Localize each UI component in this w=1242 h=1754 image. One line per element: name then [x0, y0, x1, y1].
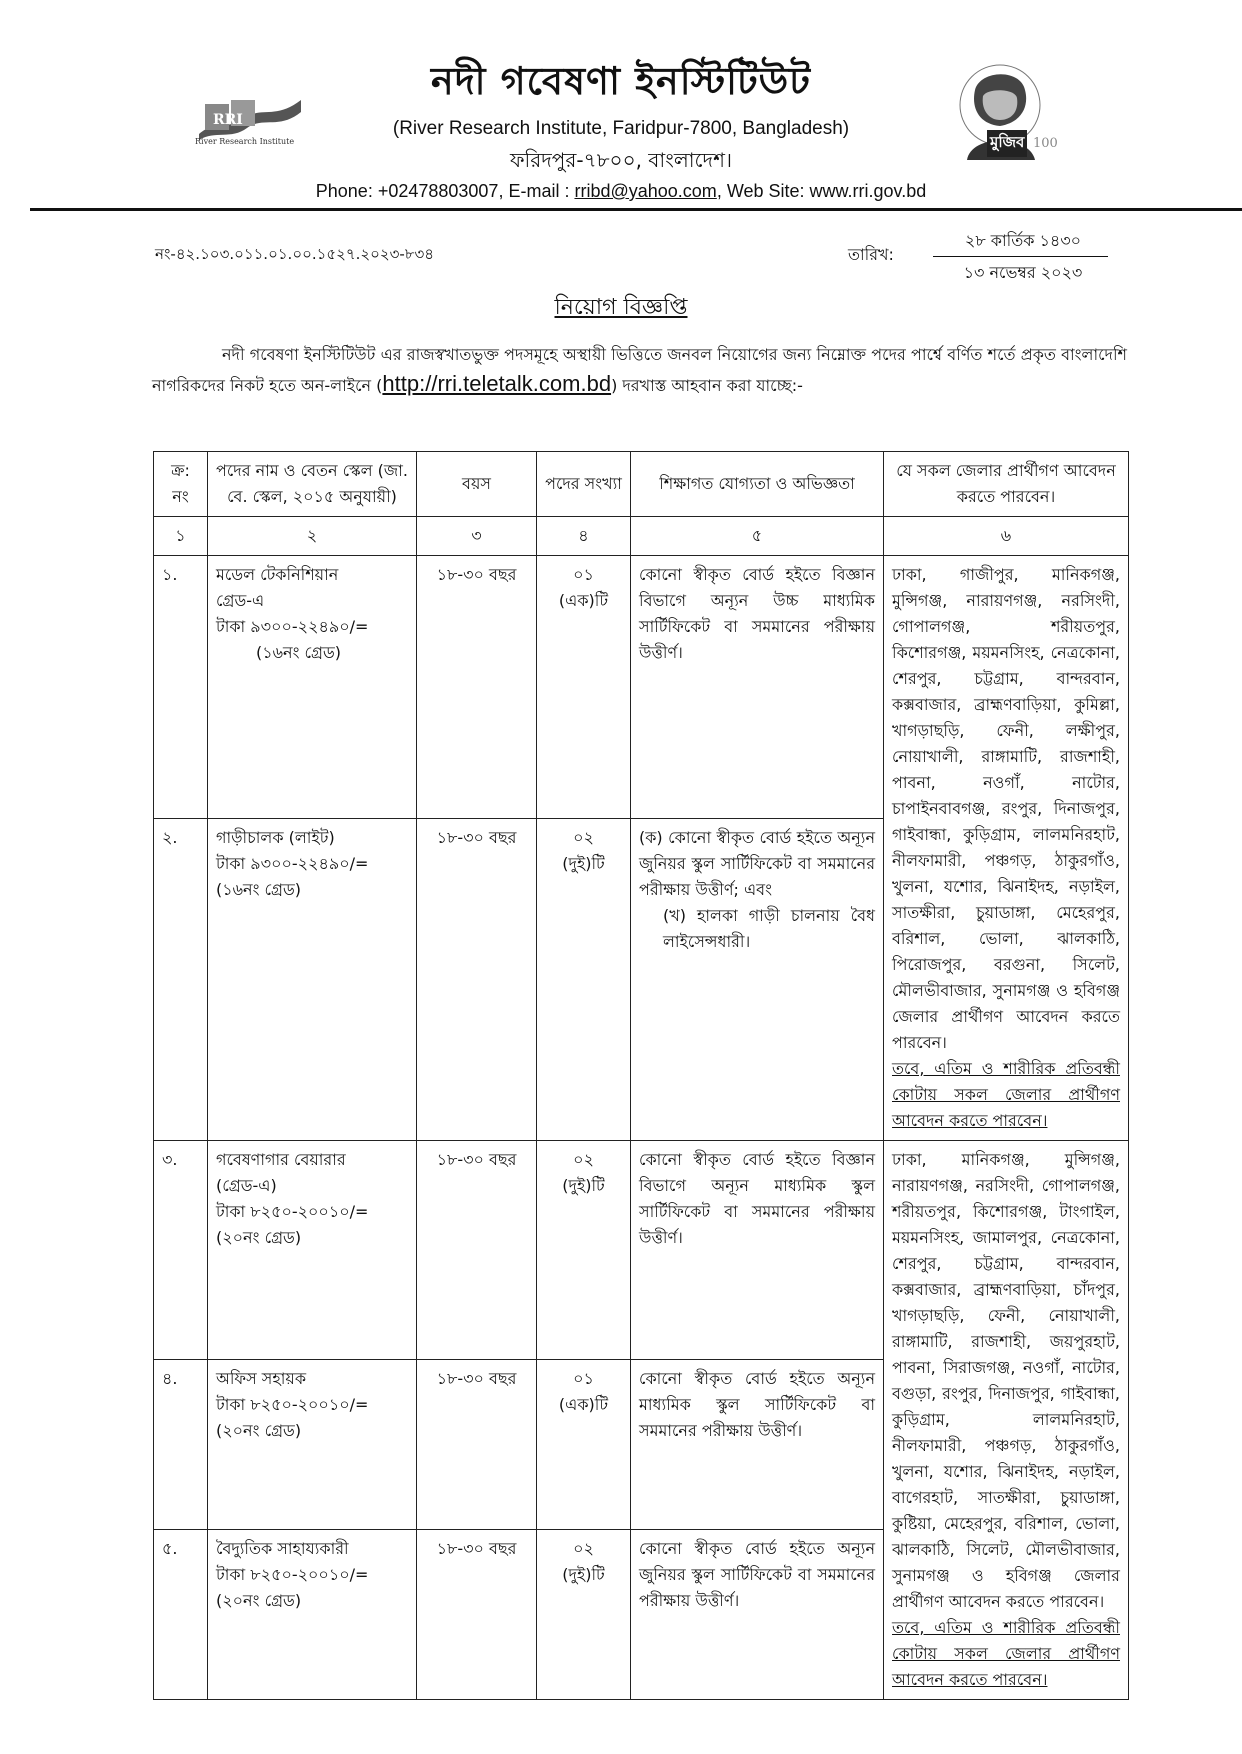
date-divider [933, 256, 1108, 257]
qualification: (ক) কোনো স্বীকৃত বোর্ড হইতে অন্যূন জুনিয়র স্কুল সার্টিফিকেট বা সমমানের পরীক্ষায় উত্তীর্ণ; এবং (খ) হালকা গাড়ী চালনায় বৈধ লাইসেন্সধারী। [631, 819, 884, 1141]
post-cell: গবেষণাগার বেয়ারার (গ্রেড-এ) টাকা ৮২৫০-২০০১০/= (২০নং গ্রেড) [208, 1141, 417, 1360]
serial: ৫. [154, 1529, 208, 1699]
post-count: ০১ (এক)টি [537, 556, 631, 819]
table-row [154, 556, 1129, 819]
header-age: বয়স [417, 452, 537, 517]
qualification: কোনো স্বীকৃত বোর্ড হইতে বিজ্ঞান বিভাগে অন্যূন মাধ্যমিক স্কুল সার্টিফিকেট বা সমমানের পরীক্ষায় উত্তীর্ণ। [631, 1141, 884, 1360]
institute-name-bn: নদী গবেষণা ইনস্টিটিউট [431, 58, 811, 103]
intro-paragraph: নদী গবেষণা ইনস্টিটিউট এর রাজস্বখাতভুক্ত পদসমূহে অস্থায়ী ভিত্তিতে জনবল নিয়োগের জন্য নিম্নোক্ত পদের পার্শ্বে বর্ণিত শর্তে প্রকৃত বাংলাদেশি নাগরিকদের নিকট হতে অন-লাইনে (http://rri.teletalk.com.bd) দরখাস্ত আহবান করা যাচ্ছে:- [152, 345, 1127, 396]
post-count: ০২ (দুই)টি [537, 1141, 631, 1360]
quota-note: তবে, এতিম ও শারীরিক প্রতিবন্ধী কোটায় সকল জেলার প্রার্থীগণ আবেদন করতে পারবেন। [892, 1059, 1120, 1130]
table-header-row [154, 452, 1129, 517]
age: ১৮-৩০ বছর [417, 556, 537, 819]
column-number-row: ১ ২ ৩ ৪ ৫ ৬ [154, 517, 1129, 556]
serial: ৩. [154, 1141, 208, 1360]
post-count: ০১ (এক)টি [537, 1359, 631, 1529]
post-cell: বৈদ্যুতিক সাহায্যকারী টাকা ৮২৫০-২০০১০/= (২০নং গ্রেড) [208, 1529, 417, 1699]
institute-name-en: (River Research Institute, Faridpur-7800, Bangladesh) [392, 118, 850, 139]
post-cell: গাড়ীচালক (লাইট) টাকা ৯৩০০-২২৪৯০/= (১৬নং গ্রেড) [208, 819, 417, 1141]
application-url-link[interactable]: http://rri.teletalk.com.bd [382, 371, 612, 396]
post-cell: মডেল টেকনিশিয়ান গ্রেড-এ টাকা ৯৩০০-২২৪৯০/= (১৬নং গ্রেড) [208, 556, 417, 819]
svg-text:RRI: RRI [213, 112, 243, 128]
date-english: ১৩ নভেম্বর ২০২৩ [963, 263, 1083, 282]
date-label: তারিখ: [848, 245, 894, 264]
eligible-districts: ঢাকা, গাজীপুর, মানিকগঞ্জ, মুন্সিগঞ্জ, নারায়ণগঞ্জ, নরসিংদী, গোপালগঞ্জ, শরীয়তপুর, কিশোরগঞ্জ, ময়মনসিংহ, নেত্রকোনা, শেরপুর, চট্টগ্রাম, বান্দরবান, কক্সবাজার, ব্রাহ্মণবাড়িয়া, কুমিল্লা, খাগড়াছড়ি, ফেনী, লক্ষীপুর, নোয়াখালী, রাঙ্গামাটি, রাজশাহী, পাবনা, নওগাঁ, নাটোর, চাপাইনবাবগঞ্জ, রংপুর, দিনাজপুর, গাইবান্ধা, কুড়িগ্রাম, লালমনিরহাট, নীলফামারী, পঞ্চগড়, ঠাকুরগাঁও, খুলনা, যশোর, ঝিনাইদহ, নড়াইল, সাতক্ষীরা, চুয়াডাঙ্গা, মেহেরপুর, বরিশাল, ভোলা, ঝালকাঠি, পিরোজপুর, বরগুনা, সিলেট, মৌলভীবাজার, সুনামগঞ্জ ও হবিগঞ্জ জেলার প্রার্থীগণ আবেদন করতে পারবেন। তবে, এতিম ও শারীরিক প্রতিবন্ধী কোটায় সকল জেলার প্রার্থীগণ আবেদন করতে পারবেন। [884, 556, 1129, 1141]
qualification: কোনো স্বীকৃত বোর্ড হইতে অন্যূন জুনিয়র স্কুল সার্টিফিকেট বা সমমানের পরীক্ষায় উত্তীর্ণ। [631, 1529, 884, 1699]
letterhead [0, 0, 1242, 210]
serial: ২. [154, 819, 208, 1141]
header-education: শিক্ষাগত যোগ্যতা ও অভিজ্ঞতা [631, 452, 884, 517]
post-count: ০২ (দুই)টি [537, 1529, 631, 1699]
header-divider [30, 208, 1242, 211]
eligible-districts: ঢাকা, মানিকগঞ্জ, মুন্সিগঞ্জ, নারায়ণগঞ্জ, নরসিংদী, গোপালগঞ্জ, শরীয়তপুর, কিশোরগঞ্জ, টাংগাইল, ময়মনসিংহ, জামালপুর, নেত্রকোনা, শেরপুর, চট্টগ্রাম, বান্দরবান, কক্সবাজার, ব্রাহ্মণবাড়িয়া, চাঁদপুর, খাগড়াছড়ি, ফেনী, নোয়াখালী, রাঙ্গামাটি, রাজশাহী, জয়পুরহাট, পাবনা, সিরাজগঞ্জ, নওগাঁ, নাটোর, বগুড়া, রংপুর, দিনাজপুর, গাইবান্ধা, কুড়িগ্রাম, লালমনিরহাট, নীলফামারী, পঞ্চগড়, ঠাকুরগাঁও, খুলনা, যশোর, ঝিনাইদহ, নড়াইল, বাগেরহাট, সাতক্ষীরা, চুয়াডাঙ্গা, কুষ্টিয়া, মেহেরপুর, বরিশাল, ভোলা, ঝালকাঠি, সিলেট, মৌলভীবাজার, সুনামগঞ্জ ও হবিগঞ্জ জেলার প্রার্থীগণ আবেদন করতে পারবেন। তবে, এতিম ও শারীরিক প্রতিবন্ধী কোটায় সকল জেলার প্রার্থীগণ আবেদন করতে পারবেন। [884, 1141, 1129, 1700]
header-post: পদের নাম ও বেতন স্কেল (জা. বে. স্কেল, ২০১৫ অনুযায়ী) [208, 452, 417, 517]
qualification: কোনো স্বীকৃত বোর্ড হইতে বিজ্ঞান বিভাগে অন্যূন উচ্চ মাধ্যমিক সার্টিফিকেট বা সমমানের পরীক্ষায় উত্তীর্ণ। [631, 556, 884, 819]
age: ১৮-৩০ বছর [417, 819, 537, 1141]
posts-table [153, 451, 1129, 1700]
date-bangla: ২৮ কার্তিক ১৪৩০ [964, 231, 1082, 250]
notice-title: নিয়োগ বিজ্ঞপ্তি [554, 295, 688, 320]
mujib-100-seal [945, 60, 1065, 165]
post-count: ০২ (দুই)টি [537, 819, 631, 1141]
date-block [848, 228, 1108, 284]
header-serial: ক্র: নং [154, 452, 208, 517]
logo-caption: River Research Institute [195, 137, 295, 146]
seal-text: মুজিব [987, 130, 1027, 157]
age: ১৮-৩০ বছর [417, 1141, 537, 1360]
qualification: কোনো স্বীকৃত বোর্ড হইতে অন্যূন মাধ্যমিক স্কুল সার্টিফিকেট বা সমমানের পরীক্ষায় উত্তীর্ণ। [631, 1359, 884, 1529]
age: ১৮-৩০ বছর [417, 1529, 537, 1699]
header-count: পদের সংখ্যা [537, 452, 631, 517]
email-link[interactable]: rribd@yahoo.com [574, 181, 717, 201]
header-districts: যে সকল জেলার প্রার্থীগণ আবেদন করতে পারবেন। [884, 452, 1129, 517]
seal-number: 100 [1033, 136, 1058, 151]
institute-address: ফরিদপুর-৭৮০০, বাংলাদেশ। [509, 148, 733, 172]
age: ১৮-৩০ বছর [417, 1359, 537, 1529]
memo-number: নং-৪২.১০৩.০১১.০১.০০.১৫২৭.২০২৩-৮৩৪ [155, 245, 434, 263]
contact-line: Phone: +02478803007, E-mail : rribd@yahoo.com, Web Site: www.rri.gov.bd [315, 181, 927, 201]
post-cell: অফিস সহায়ক টাকা ৮২৫০-২০০১০/= (২০নং গ্রেড) [208, 1359, 417, 1529]
quota-note: তবে, এতিম ও শারীরিক প্রতিবন্ধী কোটায় সকল জেলার প্রার্থীগণ আবেদন করতে পারবেন। [892, 1618, 1120, 1689]
serial: ১. [154, 556, 208, 819]
serial: ৪. [154, 1359, 208, 1529]
table-row [154, 1141, 1129, 1360]
